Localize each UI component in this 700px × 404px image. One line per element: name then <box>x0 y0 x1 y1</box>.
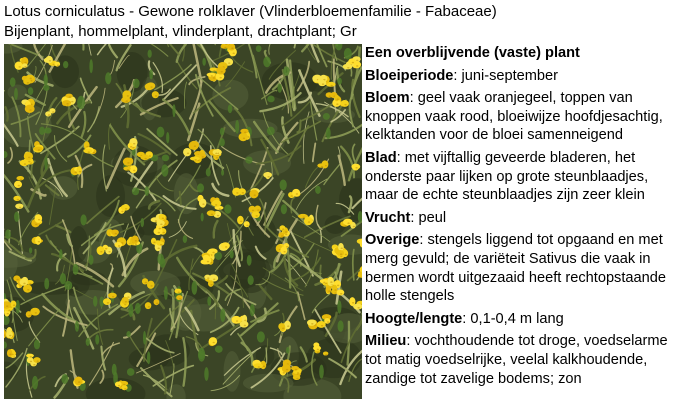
plant-photo-image <box>4 44 362 399</box>
info-blad: Blad: met vijftallig geveerde bladeren, het onderste paar lijken op grote steunblaadjes, maar de echte steunblaadjes zijn zeer klein <box>365 149 649 204</box>
info-hoogte: Hoogte/lengte: 0,1-0,4 m lang <box>365 310 564 327</box>
info-bloeiperiode: Bloeiperiode: juni-september <box>365 67 559 84</box>
info-title: Een overblijvende (vaste) plant <box>365 45 580 61</box>
header-title: Lotus corniculatus - Gewone rolklaver (Vlinderbloemenfamilie - Fabaceae) <box>4 3 497 20</box>
info-vrucht: Vrucht: peul <box>365 209 447 226</box>
header-subtitle: Bijenplant, hommelplant, vlinderplant, drachtplant; Gr <box>4 23 357 40</box>
info-overige: Overige: stengels liggend tot opgaand en met merg gevuld; de variëteit Sativus die vaak in bermen wordt uitgezaaid heeft rechtopstaande holle stengels <box>365 232 666 305</box>
info-milieu: Milieu: vochthoudende tot droge, voedselarme tot matig voedselrijke, veelal kalkhoudende, zandige tot zavelige bodems; zon <box>365 333 668 387</box>
info-bloem: Bloem: geel vaak oranjegeel, toppen van knoppen vaak rood, bloeiwijze hoofdjesachtig, kelktanden voor de bloei samenneigend <box>365 90 663 144</box>
plant-photo <box>4 44 362 399</box>
info-panel <box>365 44 700 392</box>
